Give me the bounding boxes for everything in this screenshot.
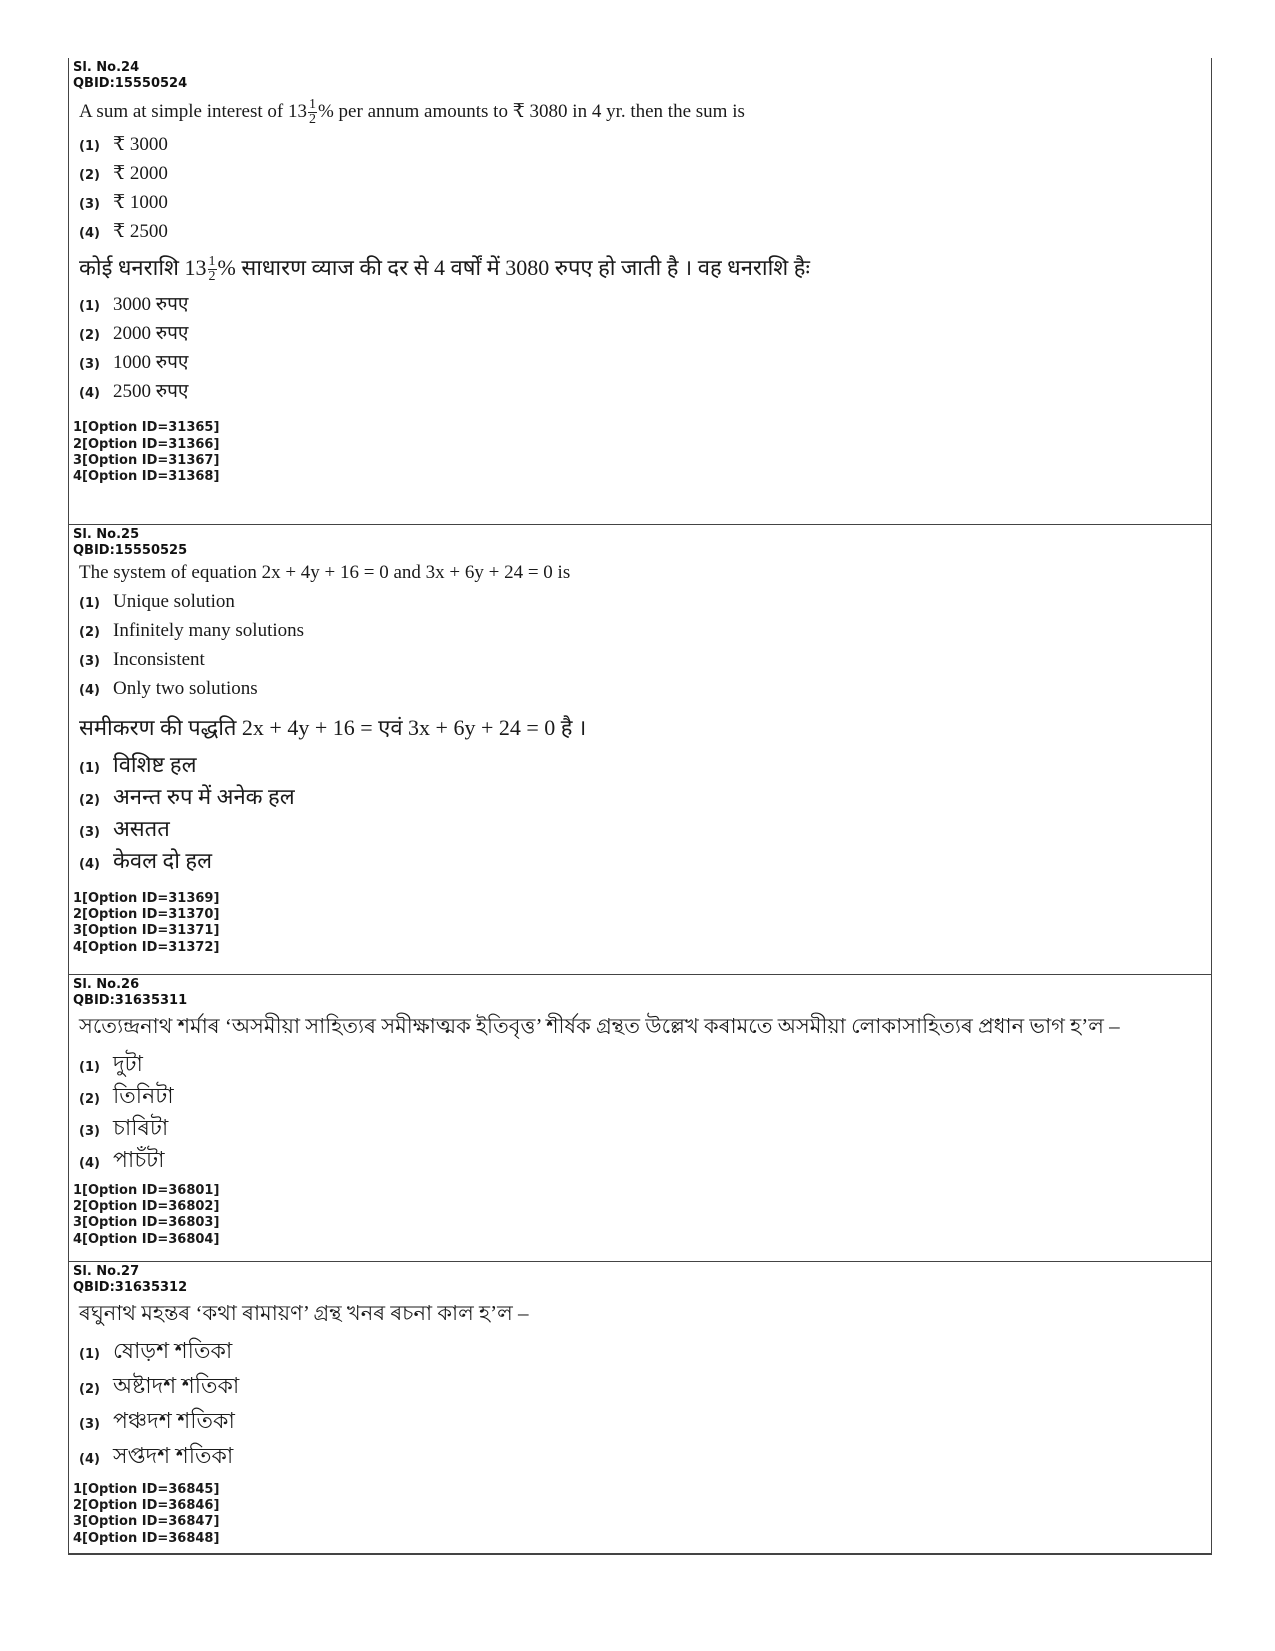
option-text: 3000 रुपए bbox=[113, 294, 189, 316]
option-text: তিনিটা bbox=[113, 1083, 174, 1108]
option-text: ₹ 1000 bbox=[113, 192, 168, 213]
qbid: QBID:31635311 bbox=[73, 993, 188, 1008]
option-text: ₹ 3000 bbox=[113, 134, 168, 155]
question-block-24 bbox=[69, 58, 1211, 525]
question-block-27 bbox=[69, 1262, 1211, 1553]
question-text-part: A sum at simple interest of 13 bbox=[79, 100, 307, 122]
option-label: (3) bbox=[79, 1124, 100, 1139]
option-label: (3) bbox=[79, 357, 100, 373]
option-label: (2) bbox=[79, 328, 100, 344]
option-2[interactable] bbox=[79, 1079, 1211, 1111]
option-label: (3) bbox=[79, 825, 100, 840]
option-id: 1[Option ID=36801] bbox=[73, 1183, 220, 1198]
option-id: 3[Option ID=36803] bbox=[73, 1215, 220, 1231]
option-text: असतत bbox=[113, 816, 170, 841]
question-block-26 bbox=[69, 975, 1211, 1262]
question-text-assamese: ৰঘুনাথ মহন্তৰ ‘কথা ৰামায়ণ’ গ্ৰন্থ খনৰ ৰচনা কাল হ’ল – bbox=[79, 1301, 529, 1325]
option-4[interactable] bbox=[79, 1143, 1211, 1175]
option-label: (2) bbox=[79, 793, 100, 808]
serial-number: Sl. No.24 bbox=[73, 60, 140, 75]
option-text: চাৰিটা bbox=[113, 1115, 169, 1140]
option-label: (2) bbox=[79, 168, 100, 183]
option-id: 1[Option ID=31365] bbox=[73, 420, 220, 436]
option-text: অষ্টাদশ শতিকা bbox=[113, 1373, 240, 1398]
option-text: 2500 रुपए bbox=[113, 381, 189, 403]
question-text-assamese: সত্যেন্দ্ৰনাথ শৰ্মাৰ ‘অসমীয়া সাহিত্যৰ সমীক্ষাত্মক ইতিবৃত্ত’ শীৰ্ষক গ্ৰন্থত উল্লেখ কৰামতে অসমীয়া লোকাসাহিত্যৰ প্ৰধান ভাগ হ’ল – bbox=[79, 1014, 1120, 1038]
option-id: 3[Option ID=36847] bbox=[73, 1514, 220, 1530]
option-id: 4[Option ID=31368] bbox=[73, 469, 220, 485]
option-label: (1) bbox=[79, 596, 100, 611]
option-label: (4) bbox=[79, 226, 100, 241]
question-text-part: % per annum amounts to ₹ 3080 in 4 yr. then the sum is bbox=[317, 100, 745, 122]
option-id-list bbox=[73, 1183, 1211, 1249]
option-text: विशिष्ट हल bbox=[113, 752, 197, 777]
question-text-english bbox=[79, 98, 1211, 127]
qbid: QBID:31635312 bbox=[73, 1280, 188, 1295]
option-id: 4[Option ID=36848] bbox=[73, 1530, 220, 1546]
option-text: ₹ 2500 bbox=[113, 221, 168, 242]
option-3[interactable] bbox=[79, 813, 1211, 845]
question-text-part: कोई धनराशि 13 bbox=[79, 255, 207, 280]
option-text: Inconsistent bbox=[113, 649, 205, 670]
option-2[interactable] bbox=[79, 319, 1211, 348]
option-label: (1) bbox=[79, 761, 100, 776]
option-2[interactable] bbox=[79, 1369, 1211, 1404]
option-2[interactable] bbox=[79, 781, 1211, 813]
fraction-denominator: 2 bbox=[208, 269, 216, 285]
option-id: 2[Option ID=36846] bbox=[73, 1498, 220, 1514]
option-label: (1) bbox=[79, 299, 100, 315]
option-2[interactable] bbox=[79, 620, 1211, 649]
option-id-list bbox=[73, 1482, 1211, 1548]
fraction-numerator: 1 bbox=[308, 97, 316, 112]
option-1[interactable] bbox=[79, 1047, 1211, 1079]
option-id: 2[Option ID=31366] bbox=[73, 436, 220, 452]
option-id: 2[Option ID=36802] bbox=[73, 1199, 220, 1215]
option-label: (4) bbox=[79, 386, 100, 402]
fraction-numerator: 1 bbox=[208, 254, 216, 270]
option-text: केवल दो हल bbox=[113, 848, 213, 873]
question-text-hindi: समीकरण की पद्धति 2x + 4y + 16 = एवं 3x + 6y + 24 = 0 है । bbox=[79, 715, 587, 740]
option-id: 1[Option ID=31369] bbox=[73, 891, 220, 906]
option-text: Unique solution bbox=[113, 591, 235, 612]
option-4[interactable] bbox=[79, 845, 1211, 877]
option-label: (4) bbox=[79, 1156, 100, 1171]
serial-number: Sl. No.25 bbox=[73, 527, 140, 542]
option-text: ষোড়শ শতিকা bbox=[113, 1338, 233, 1363]
option-text: সপ্তদশ শতিকা bbox=[113, 1443, 234, 1468]
option-label: (4) bbox=[79, 857, 100, 872]
option-1[interactable] bbox=[79, 290, 1211, 319]
option-label: (1) bbox=[79, 139, 100, 154]
question-text-part: % साधारण व्याज की दर से 4 वर्षों में 3080 रुपए हो जाती है । वह धनराशि हैः bbox=[217, 255, 810, 280]
serial-number: Sl. No.27 bbox=[73, 1264, 140, 1279]
option-text: দুটা bbox=[113, 1051, 143, 1076]
option-text: Infinitely many solutions bbox=[113, 620, 305, 641]
option-text: 2000 रुपए bbox=[113, 323, 189, 345]
option-text: ₹ 2000 bbox=[113, 163, 168, 184]
option-label: (2) bbox=[79, 1092, 100, 1107]
option-text: अनन्त रुप में अनेक हल bbox=[113, 784, 295, 809]
option-1[interactable] bbox=[79, 133, 1211, 162]
option-text: Only two solutions bbox=[113, 678, 258, 699]
qbid: QBID:15550525 bbox=[73, 543, 188, 558]
option-id-list bbox=[73, 420, 1211, 486]
question-text-hindi bbox=[79, 253, 1211, 284]
option-id: 3[Option ID=31371] bbox=[73, 923, 220, 939]
option-label: (1) bbox=[79, 1060, 100, 1075]
serial-number: Sl. No.26 bbox=[73, 977, 140, 992]
option-4[interactable] bbox=[79, 220, 1211, 249]
option-label: (4) bbox=[79, 1452, 100, 1467]
question-block-25 bbox=[69, 525, 1211, 975]
fraction bbox=[208, 255, 217, 284]
option-1[interactable] bbox=[79, 749, 1211, 781]
option-text: 1000 रुपए bbox=[113, 352, 189, 374]
option-id: 2[Option ID=31370] bbox=[73, 907, 220, 923]
option-3[interactable] bbox=[79, 1404, 1211, 1439]
fraction-denominator: 2 bbox=[308, 112, 316, 127]
option-id-list bbox=[73, 891, 1211, 957]
option-3[interactable] bbox=[79, 348, 1211, 377]
option-id: 4[Option ID=36804] bbox=[73, 1231, 220, 1247]
option-label: (1) bbox=[79, 1347, 100, 1362]
question-paper bbox=[68, 58, 1212, 1555]
option-2[interactable] bbox=[79, 162, 1211, 191]
option-id: 1[Option ID=36845] bbox=[73, 1482, 220, 1497]
fraction bbox=[308, 98, 317, 127]
option-3[interactable] bbox=[79, 649, 1211, 678]
option-label: (3) bbox=[79, 1417, 100, 1432]
option-label: (2) bbox=[79, 1382, 100, 1397]
option-3[interactable] bbox=[79, 191, 1211, 220]
option-label: (4) bbox=[79, 683, 100, 698]
option-4[interactable] bbox=[79, 1439, 1211, 1474]
option-label: (3) bbox=[79, 654, 100, 669]
option-text: পঞ্চদশ শতিকা bbox=[113, 1408, 235, 1433]
option-id: 3[Option ID=31367] bbox=[73, 452, 220, 468]
question-text-english: The system of equation 2x + 4y + 16 = 0 and 3x + 6y + 24 = 0 is bbox=[79, 562, 571, 583]
option-text: পাচঁটা bbox=[113, 1147, 165, 1172]
option-4[interactable] bbox=[79, 678, 1211, 707]
option-label: (3) bbox=[79, 197, 100, 212]
option-label: (2) bbox=[79, 625, 100, 640]
qbid: QBID:15550524 bbox=[73, 76, 188, 91]
option-4[interactable] bbox=[79, 377, 1211, 406]
option-3[interactable] bbox=[79, 1111, 1211, 1143]
option-1[interactable] bbox=[79, 591, 1211, 620]
option-id: 4[Option ID=31372] bbox=[73, 939, 220, 955]
option-1[interactable] bbox=[79, 1334, 1211, 1369]
